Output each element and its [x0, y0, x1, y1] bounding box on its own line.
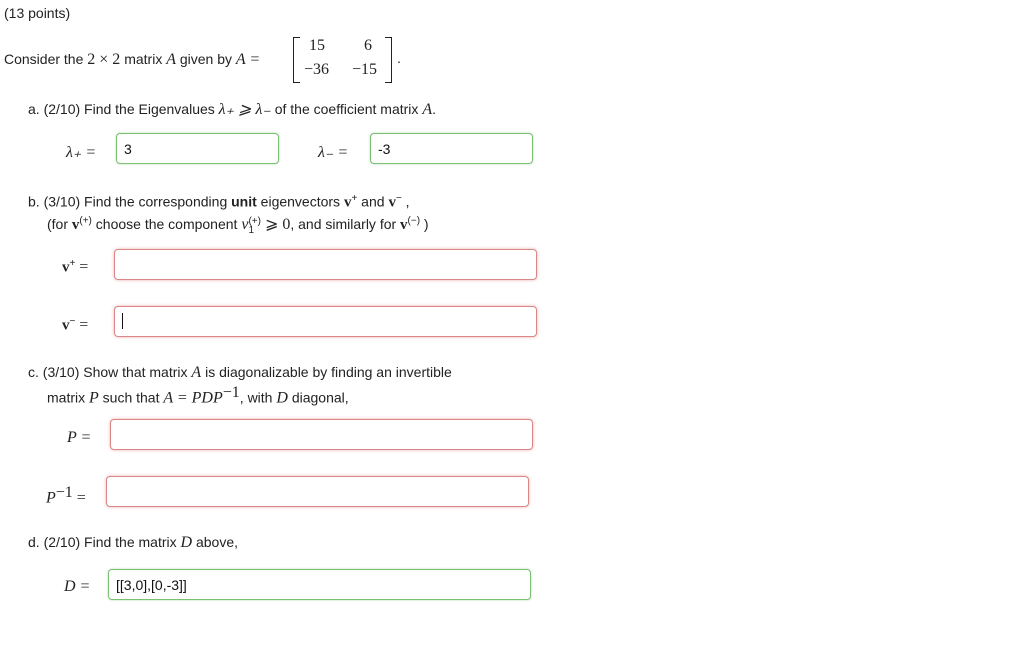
part-b-prompt-line1: b. (3/10) Find the corresponding unit eigenvectors v+ and v− , [28, 193, 410, 211]
part-a-prompt: a. (2/10) Find the Eigenvalues λ₊ ⩾ λ₋ of the coefficient matrix A. [28, 101, 436, 118]
lambda-plus-input[interactable] [116, 133, 279, 164]
matrix-left-bracket [293, 37, 300, 83]
part-b-prompt-line2: (for v(+) choose the component v(+) 1 ⩾ 0, and similarly for v(−) ) [47, 215, 429, 236]
part-d-prompt: d. (2/10) Find the matrix D above, [28, 534, 239, 551]
p-inverse-label: $P^{-1}$ = [46, 484, 86, 507]
lambda-plus-label: λ₊ = [66, 144, 97, 161]
matrix-r1c2: 6 [364, 37, 372, 54]
intro-period: . [397, 50, 401, 66]
p-input[interactable] [110, 419, 533, 450]
v-minus-label: v− = [62, 316, 89, 334]
part-c-prompt-line1: c. (3/10) Show that matrix A is diagonalizable by finding an invertible [28, 364, 452, 381]
matrix-r1c1: 15 [309, 37, 325, 54]
text-cursor [122, 313, 123, 329]
matrix-right-bracket [385, 37, 392, 83]
v-minus-input[interactable] [114, 306, 537, 337]
p-label: P = [67, 429, 92, 446]
d-label: D = [64, 578, 91, 595]
v-plus-input[interactable] [114, 249, 537, 280]
d-input[interactable] [108, 569, 531, 600]
matrix-r2c2: −15 [352, 61, 378, 78]
lambda-minus-input[interactable] [370, 133, 533, 164]
v-plus-label: v+ = [62, 258, 89, 276]
intro-text: Consider the 2 × 2 matrix A given by A = [4, 51, 261, 68]
lambda-minus-label: λ₋ = [318, 144, 349, 161]
part-c-prompt-line2: matrix P such that $A = PDP^{-1}$, with D diagonal, [47, 384, 349, 407]
points-label: (13 points) [4, 5, 71, 21]
matrix-r2c1: −36 [304, 61, 330, 78]
p-inverse-input[interactable] [106, 476, 529, 507]
